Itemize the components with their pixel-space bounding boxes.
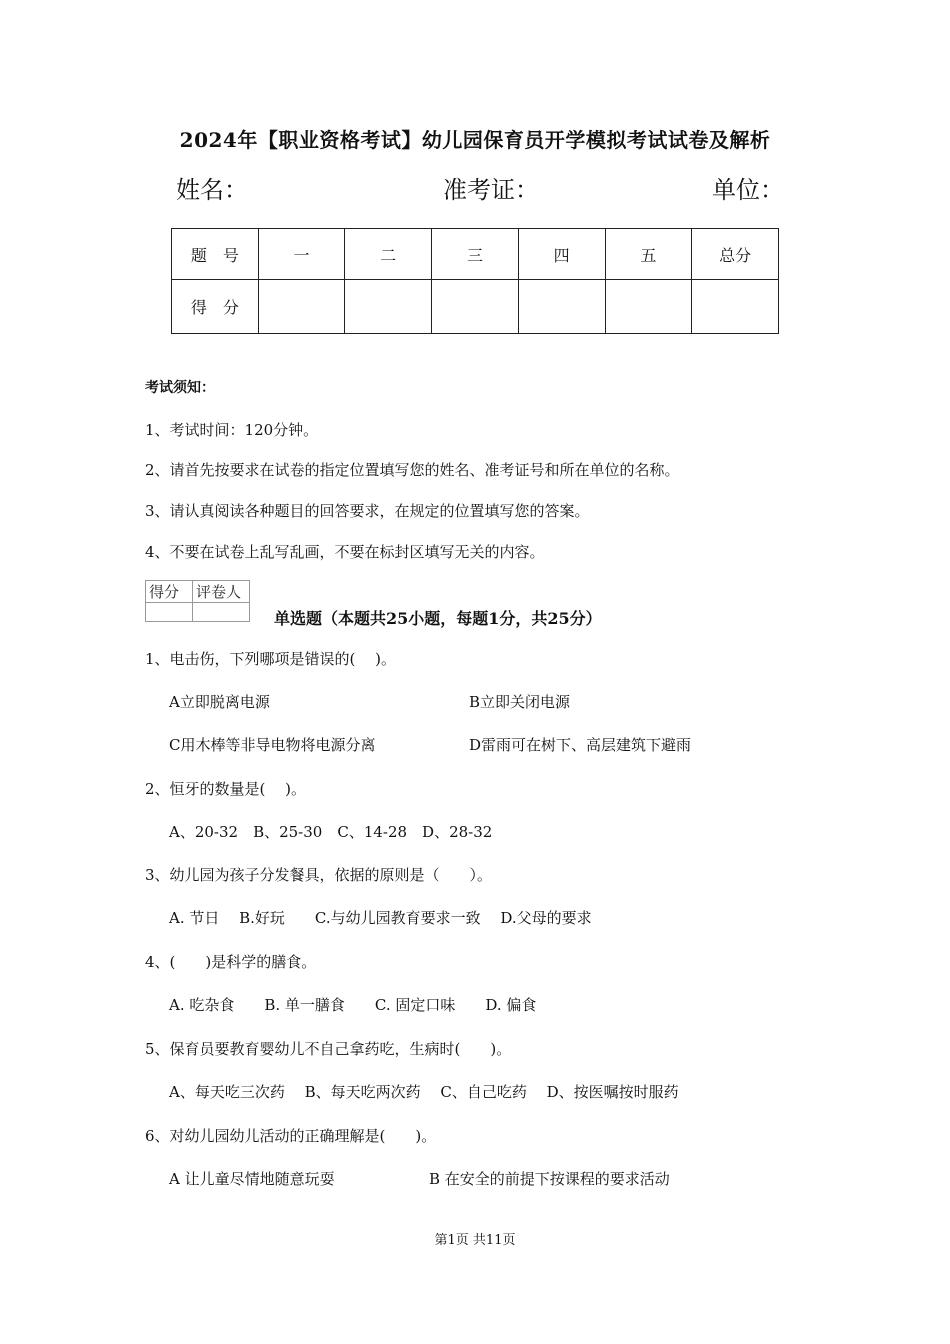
question-options: A. 吃杂食 B. 单一膳食 C. 固定口味 D. 偏食 — [169, 996, 537, 1014]
grader-box-score-label: 得分 — [146, 581, 193, 603]
question-stem: 2、恒牙的数量是( )。 — [145, 780, 307, 798]
question-options: A、20-32 B、25-30 C、14-28 D、28-32 — [169, 823, 493, 841]
question-stem: 6、对幼儿园幼儿活动的正确理解是( )。 — [145, 1127, 437, 1145]
grader-box — [145, 580, 250, 622]
notice-item: 4、不要在试卷上乱写乱画，不要在标封区填写无关的内容。 — [145, 543, 545, 561]
grader-box-grader-label: 评卷人 — [193, 581, 250, 603]
score-cell — [518, 280, 605, 334]
score-cell — [258, 280, 345, 334]
unit-field-label: 单位： — [712, 176, 784, 204]
question-option: D雷雨可在树下、高层建筑下避雨 — [469, 736, 692, 754]
score-table — [171, 228, 779, 334]
question-option: A立即脱离电源 — [169, 693, 270, 711]
header-cell-2: 二 — [345, 229, 432, 280]
question-option: B 在安全的前提下按课程的要求活动 — [429, 1170, 670, 1188]
question-stem: 1、电击伤，下列哪项是错误的( )。 — [145, 650, 397, 668]
score-cell — [345, 280, 432, 334]
score-table-score-row — [172, 280, 779, 334]
score-table-header-row — [172, 229, 779, 280]
section-title: 单选题（本题共25小题，每题1分，共25分） — [274, 609, 602, 628]
score-cell — [432, 280, 519, 334]
notice-item: 1、考试时间：120分钟。 — [145, 421, 319, 439]
page-title: 2024年【职业资格考试】幼儿园保育员开学模拟考试试卷及解析 — [179, 128, 771, 152]
header-cell-5: 五 — [605, 229, 692, 280]
grader-box-score-cell — [146, 603, 193, 622]
question-option: C用木棒等非导电物将电源分离 — [169, 736, 376, 754]
score-cell — [605, 280, 692, 334]
question-options: A、每天吃三次药 B、每天吃两次药 C、自己吃药 D、按医嘱按时服药 — [169, 1083, 679, 1101]
question-option: B立即关闭电源 — [469, 693, 571, 711]
question-stem: 3、幼儿园为孩子分发餐具，依据的原则是（ ）。 — [145, 866, 493, 884]
notice-heading: 考试须知： — [145, 380, 215, 396]
exam-id-field-label: 准考证： — [443, 176, 539, 204]
score-row-label: 得 分 — [172, 280, 259, 334]
page-footer: 第1页 共11页 — [434, 1233, 516, 1248]
header-cell-3: 三 — [432, 229, 519, 280]
header-cell-total: 总分 — [692, 229, 779, 280]
question-stem: 4、( )是科学的膳食。 — [145, 953, 317, 971]
name-field-label: 姓名： — [176, 176, 248, 204]
header-cell-question-number: 题 号 — [172, 229, 259, 280]
header-cell-4: 四 — [518, 229, 605, 280]
grader-box-grader-cell — [193, 603, 250, 622]
question-options: A. 节日 B.好玩 C.与幼儿园教育要求一致 D.父母的要求 — [169, 909, 592, 927]
score-cell — [692, 280, 779, 334]
header-cell-1: 一 — [258, 229, 345, 280]
question-stem: 5、保育员要教育婴幼儿不自己拿药吃，生病时( )。 — [145, 1040, 512, 1058]
notice-item: 3、请认真阅读各种题目的回答要求，在规定的位置填写您的答案。 — [145, 502, 590, 520]
notice-item: 2、请首先按要求在试卷的指定位置填写您的姓名、准考证号和所在单位的名称。 — [145, 461, 680, 479]
question-option: A 让儿童尽情地随意玩耍 — [169, 1170, 335, 1188]
